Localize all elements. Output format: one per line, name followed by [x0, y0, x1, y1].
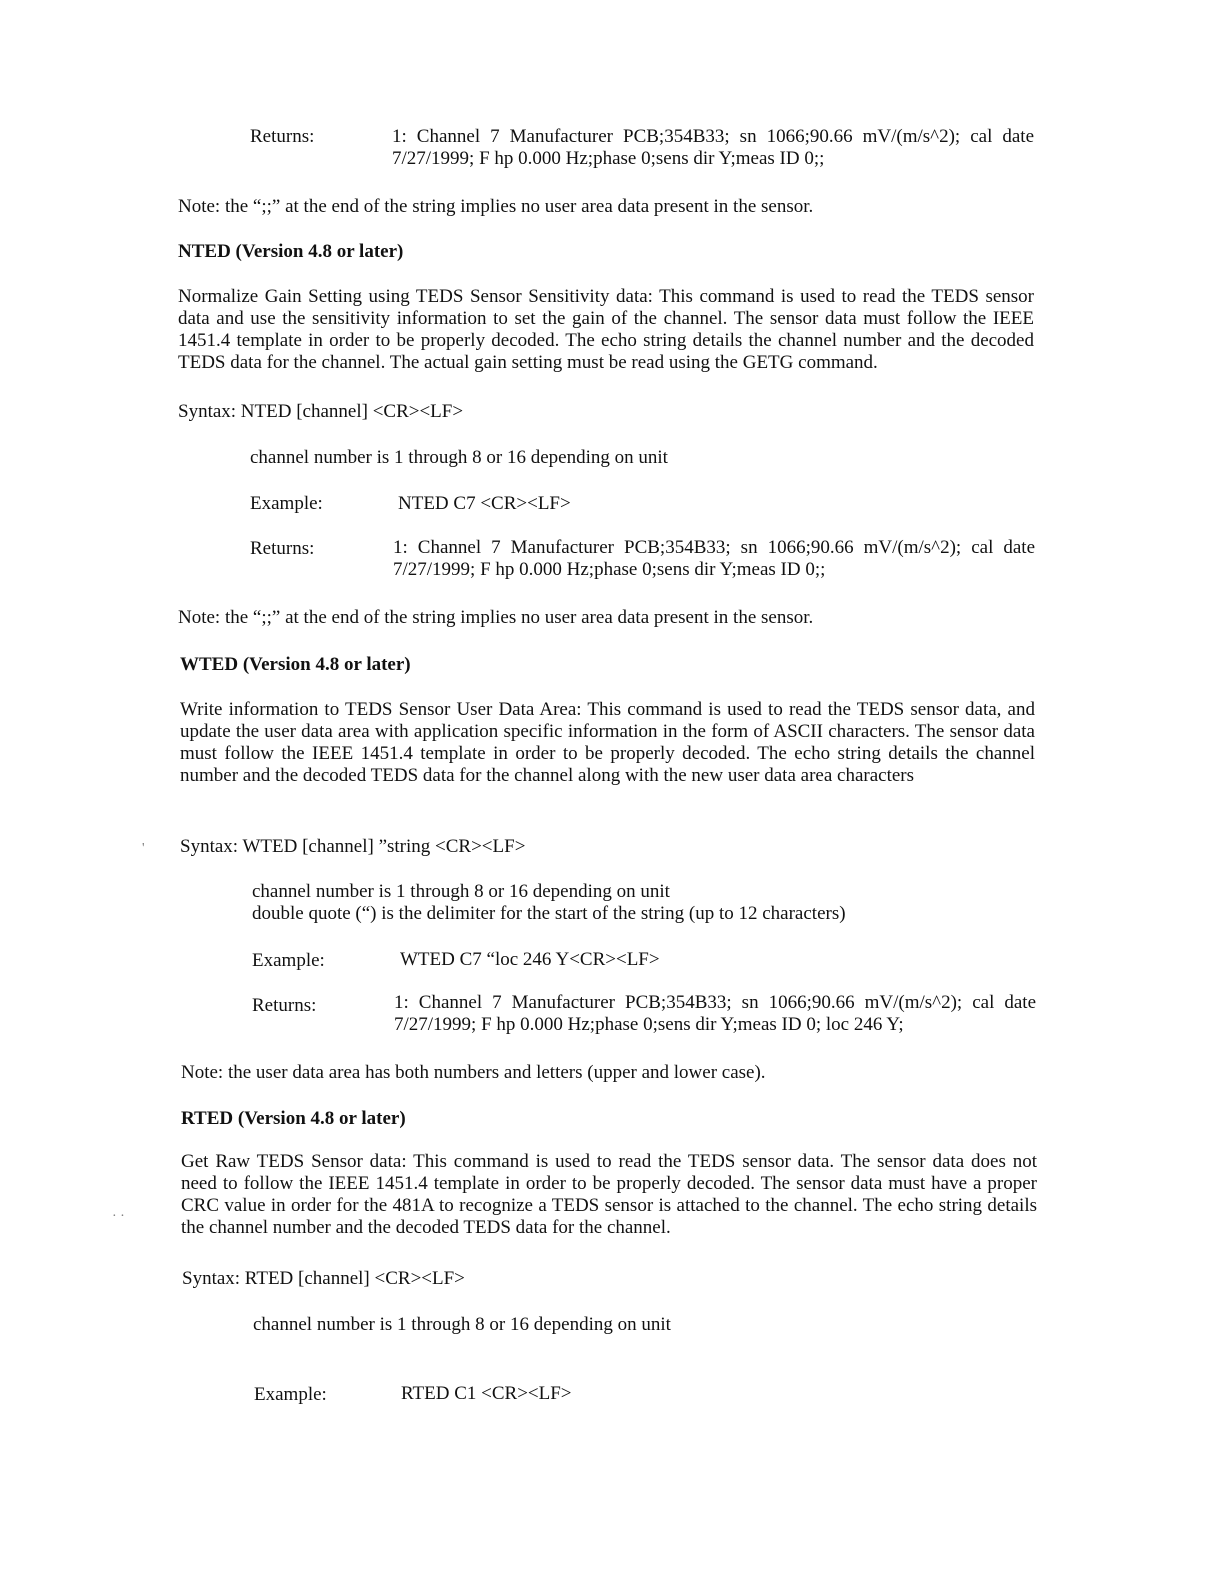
- returns-text-1: 1: Channel 7 Manufacturer PCB;354B33; sn 1066;90.66 mV/(m/s^2); cal date 7/27/1999; F hp 0.000 Hz;phase 0;sens dir Y;meas ID 0;;: [392, 126, 1034, 169]
- note-1: Note: the “;;” at the end of the string implies no user area data present in the sensor.: [178, 196, 814, 217]
- nted-heading: NTED (Version 4.8 or later): [178, 241, 404, 262]
- margin-dots: · ·: [112, 1209, 125, 1224]
- nted-example-label: Example:: [250, 493, 323, 514]
- wted-example-label: Example:: [252, 950, 325, 971]
- wted-channel-note: channel number is 1 through 8 or 16 depending on unit: [252, 881, 670, 902]
- wted-heading: WTED (Version 4.8 or later): [180, 654, 411, 675]
- returns-label-1: Returns:: [250, 126, 315, 147]
- rted-description: Get Raw TEDS Sensor data: This command is used to read the TEDS sensor data. The sensor data does not need to follow the IEEE 1451.4 template in order to be properly decoded. The sensor data must have a proper CRC value in order for the 481A to recognize a TEDS sensor is attached to the channel. The echo string details the channel number and the decoded TEDS data for the channel.: [181, 1151, 1037, 1238]
- rted-example-value: RTED C1 <CR><LF>: [401, 1383, 572, 1404]
- wted-returns-text: 1: Channel 7 Manufacturer PCB;354B33; sn 1066;90.66 mV/(m/s^2); cal date 7/27/1999; F hp 0.000 Hz;phase 0;sens dir Y;meas ID 0; loc 246 Y;: [394, 992, 1036, 1035]
- rted-channel-note: channel number is 1 through 8 or 16 depending on unit: [253, 1314, 671, 1335]
- wted-example-value: WTED C7 “loc 246 Y<CR><LF>: [400, 949, 660, 970]
- nted-syntax: Syntax: NTED [channel] <CR><LF>: [178, 401, 464, 422]
- margin-mark: ': [142, 841, 145, 856]
- rted-syntax: Syntax: RTED [channel] <CR><LF>: [182, 1268, 465, 1289]
- rted-heading: RTED (Version 4.8 or later): [181, 1108, 406, 1129]
- wted-returns-label: Returns:: [252, 995, 317, 1016]
- nted-returns-text: 1: Channel 7 Manufacturer PCB;354B33; sn 1066;90.66 mV/(m/s^2); cal date 7/27/1999; F hp 0.000 Hz;phase 0;sens dir Y;meas ID 0;;: [393, 537, 1035, 580]
- wted-note: Note: the user data area has both numbers and letters (upper and lower case).: [181, 1062, 766, 1083]
- wted-description: Write information to TEDS Sensor User Data Area: This command is used to read the TEDS sensor data, and update the user data area with application specific information in the form of ASCII characters. The sensor data must follow the IEEE 1451.4 template in order to be properly decoded. The echo string details the channel number and the decoded TEDS data for the channel along with the new user data area characters: [180, 699, 1035, 786]
- nted-example-value: NTED C7 <CR><LF>: [398, 493, 571, 514]
- wted-quote-note: double quote (“) is the delimiter for the start of the string (up to 12 characters): [252, 903, 846, 924]
- nted-note: Note: the “;;” at the end of the string implies no user area data present in the sensor.: [178, 607, 814, 628]
- nted-returns-label: Returns:: [250, 538, 315, 559]
- nted-description: Normalize Gain Setting using TEDS Sensor Sensitivity data: This command is used to read the TEDS sensor data and use the sensitivity information to set the gain of the channel. The sensor data must follow the IEEE 1451.4 template in order to be properly decoded. The echo string details the channel number and the decoded TEDS data for the channel. The actual gain setting must be read using the GETG command.: [178, 286, 1034, 373]
- nted-channel-note: channel number is 1 through 8 or 16 depending on unit: [250, 447, 668, 468]
- rted-example-label: Example:: [254, 1384, 327, 1405]
- wted-syntax: Syntax: WTED [channel] ”string <CR><LF>: [180, 836, 526, 857]
